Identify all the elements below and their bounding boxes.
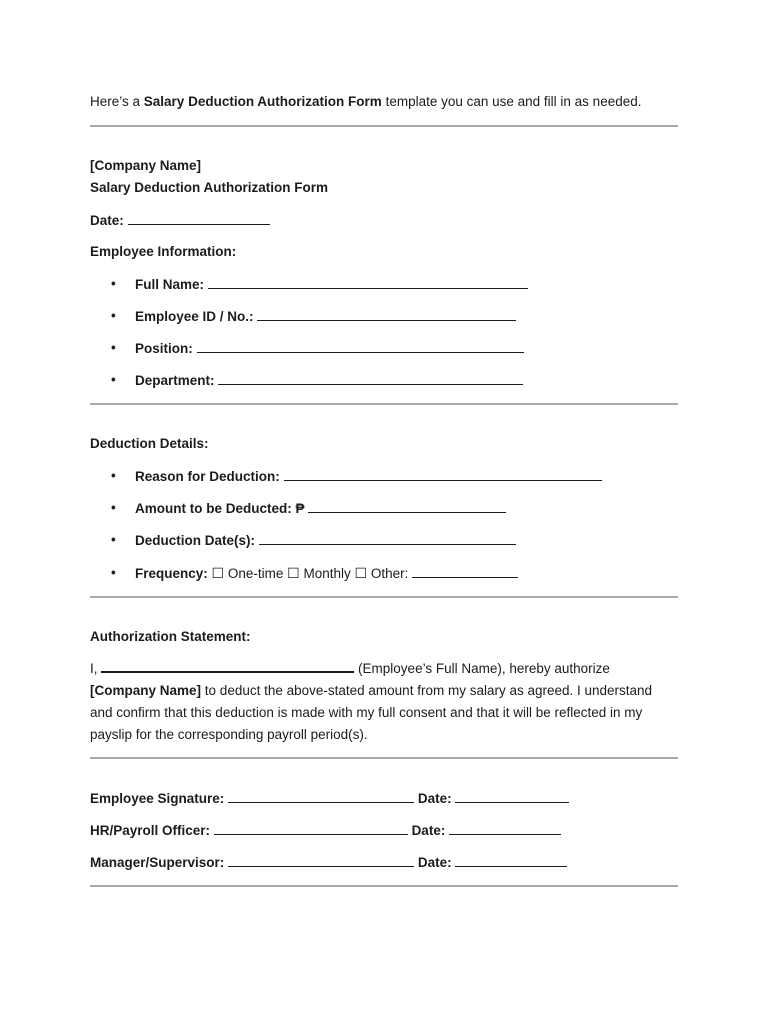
hr-payroll-field[interactable] [214, 822, 408, 835]
company-name: [Company Name] [90, 158, 202, 173]
option-one-time: One-time [227, 566, 284, 581]
manager-date-field[interactable] [455, 854, 567, 867]
employee-signature-date-field[interactable] [455, 790, 569, 803]
divider [90, 125, 678, 127]
reason-field[interactable] [284, 468, 602, 481]
bullet: • [111, 500, 116, 515]
full-name-field[interactable] [208, 276, 528, 289]
deduction-dates-row [135, 532, 516, 548]
checkbox-one-time[interactable]: ☐ [211, 565, 225, 581]
checkbox-monthly[interactable]: ☐ [287, 565, 300, 581]
bullet: • [111, 276, 116, 291]
bullet: • [111, 340, 116, 355]
intro-prefix: Here’s a [90, 94, 144, 109]
employee-signature-date-label: Date: [417, 791, 452, 806]
manager-field[interactable] [228, 854, 414, 867]
deduction-dates-field[interactable] [259, 532, 516, 545]
amount-label: Amount to be Deducted: ₱ [135, 501, 305, 516]
full-name-row [135, 276, 528, 292]
employee-id-row [135, 308, 516, 324]
other-field[interactable] [412, 565, 518, 578]
employee-id-field[interactable] [257, 308, 516, 321]
statement-company: [Company Name] [90, 683, 202, 698]
authorization-heading: Authorization Statement: [90, 629, 251, 644]
hr-payroll-date-field[interactable] [449, 822, 561, 835]
divider [90, 596, 678, 598]
bullet: • [111, 468, 116, 483]
department-field[interactable] [218, 372, 523, 385]
statement-after-name: (Employee’s Full Name), hereby authorize [358, 661, 610, 676]
position-field[interactable] [197, 340, 524, 353]
deduction-dates-label: Deduction Date(s): [135, 533, 256, 548]
option-monthly: Monthly [303, 566, 351, 581]
checkbox-other[interactable]: ☐ [354, 565, 368, 581]
bullet: • [111, 372, 116, 387]
bullet: • [111, 565, 116, 580]
employee-id-label: Employee ID / No.: [135, 309, 254, 324]
reason-row [135, 468, 602, 484]
manager-date-label: Date: [417, 855, 452, 870]
full-name-label: Full Name: [135, 277, 205, 292]
amount-field[interactable] [308, 500, 506, 513]
frequency-label: Frequency: [135, 566, 208, 581]
manager-row [90, 854, 567, 870]
divider [90, 885, 678, 887]
reason-label: Reason for Deduction: [135, 469, 280, 484]
deduction-details-heading: Deduction Details: [90, 436, 209, 451]
statement-line-1 [90, 658, 678, 680]
statement-line-4: payslip for the corresponding payroll period(s). [90, 727, 368, 742]
department-label: Department: [135, 373, 215, 388]
statement-line-2-text: to deduct the above-stated amount from my salary as agreed. I understand [204, 683, 653, 698]
department-row [135, 372, 523, 388]
employee-signature-field[interactable] [228, 790, 414, 803]
hr-payroll-row [90, 822, 561, 838]
hr-payroll-date-label: Date: [411, 823, 446, 838]
form-title: Salary Deduction Authorization Form [90, 180, 329, 195]
date-label: Date: [90, 213, 124, 228]
date-field[interactable] [128, 212, 270, 225]
date-row [90, 212, 270, 228]
bullet: • [111, 532, 116, 547]
manager-label: Manager/Supervisor: [90, 855, 225, 870]
employee-name-field[interactable] [101, 659, 354, 673]
employee-signature-row [90, 790, 569, 806]
amount-row [135, 500, 506, 516]
statement-line-3: and confirm that this deduction is made with my full consent and that it will be reflected in my [90, 705, 643, 720]
statement-line-2 [90, 680, 678, 702]
frequency-row [135, 565, 518, 582]
employee-info-heading: Employee Information: [90, 244, 237, 259]
statement-i: I, [90, 661, 98, 676]
hr-payroll-label: HR/Payroll Officer: [90, 823, 211, 838]
employee-signature-label: Employee Signature: [90, 791, 225, 806]
bullet: • [111, 308, 116, 323]
intro-form-name: Salary Deduction Authorization Form [143, 94, 382, 109]
divider [90, 757, 678, 759]
position-label: Position: [135, 341, 193, 356]
position-row [135, 340, 524, 356]
intro-line [90, 94, 641, 109]
divider [90, 403, 678, 405]
option-other: Other: [370, 566, 409, 581]
intro-suffix: template you can use and fill in as needed. [381, 94, 642, 109]
authorization-statement [90, 658, 678, 746]
